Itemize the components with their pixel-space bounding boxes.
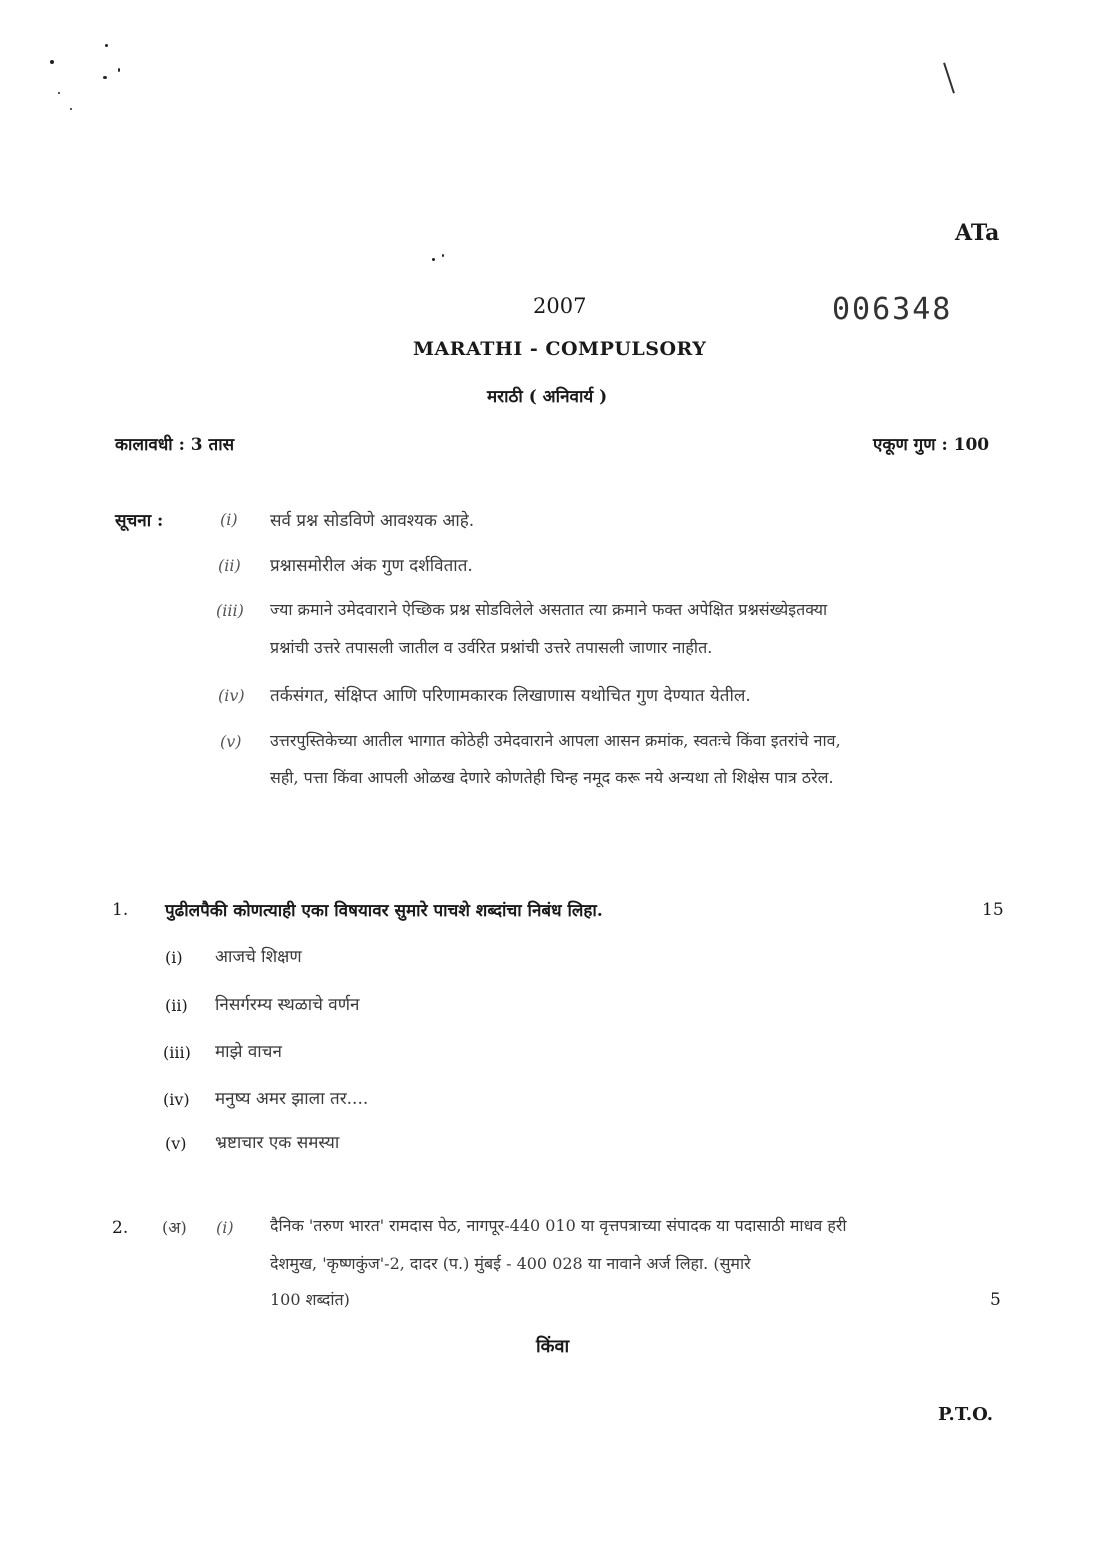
scan-speck [442,254,444,257]
option-number: (iii) [163,1043,191,1062]
question-number: 1. [112,900,129,920]
instruction-number: (i) [220,510,238,529]
scan-stroke [943,62,955,93]
instruction-number: (ii) [218,556,241,575]
question-text: 100 शब्दांत) [270,1290,350,1309]
scan-speck [105,44,108,47]
instruction-text: सर्व प्रश्न सोडविणे आवश्यक आहे. [270,511,475,531]
total-marks: एकूण गुण : 100 [873,435,990,455]
instruction-text: प्रश्नांची उत्तरे तपासली जातील व उर्वरित प्रश्नांची उत्तरे तपासली जाणार नाहीत. [270,638,713,657]
paper-code: 006348 [832,292,953,327]
scan-speck [118,68,120,72]
duration: कालावधी : 3 तास [115,435,235,455]
question-marks: 5 [990,1290,1001,1310]
question-marks: 15 [982,900,1004,920]
option-text: मनुष्य अमर झाला तर.... [215,1089,369,1109]
option-number: (iv) [163,1090,190,1109]
question-subpart: (i) [216,1218,234,1237]
instruction-text: सही, पत्ता किंवा आपली ओळख देणारे कोणतेही चिन्ह नमूद करू नये अन्यथा तो शिक्षेस पात्र ठरेल. [270,768,834,787]
option-text: निसर्गरम्य स्थळाचे वर्णन [215,995,360,1015]
please-turn-over: P.T.O. [938,1404,994,1425]
question-text: देशमुख, 'कृष्णकुंज'-2, दादर (प.) मुंबई - 400 028 या नावाने अर्ज लिहा. (सुमारे [270,1254,751,1273]
exam-year: 2007 [533,294,587,318]
instruction-text: उत्तरपुस्तिकेच्या आतील भागात कोठेही उमेदवाराने आपला आसन क्रमांक, स्वतःचे किंवा इतरांचे नाव, [270,731,841,750]
option-number: (v) [165,1134,187,1153]
scan-speck [103,76,107,79]
instruction-number: (v) [220,732,242,751]
question-text: पुढीलपैकी कोणत्याही एका विषयावर सुमारे पाचशे शब्दांचा निबंध लिहा. [165,901,603,921]
scan-speck [50,60,54,64]
scan-speck [58,92,60,94]
option-text: भ्रष्टाचार एक समस्या [215,1133,340,1153]
scan-speck [432,258,435,261]
question-number: 2. [112,1218,129,1238]
subject-marathi: मराठी ( अनिवार्य ) [487,387,608,407]
option-number: (i) [165,948,183,967]
question-text: दैनिक 'तरुण भारत' रामदास पेठ, नागपूर-440 010 या वृत्तपत्राच्या संपादक या पदासाठी माधव हरी [270,1216,847,1235]
scan-speck [70,108,72,110]
instruction-text: तर्कसंगत, संक्षिप्त आणि परिणामकारक लिखाणास यथोचित गुण देण्यात येतील. [270,686,751,706]
series-code: ATa [955,220,1000,246]
option-text: माझे वाचन [215,1042,282,1062]
instruction-number: (iii) [216,601,244,620]
subject-english: MARATHI - COMPULSORY [413,338,707,360]
instruction-text: ज्या क्रमाने उमेदवाराने ऐच्छिक प्रश्न सोडविलेले असतात त्या क्रमाने फक्त अपेक्षित प्रश्नसंख्येइतक्या [270,600,828,619]
instructions-label: सूचना : [115,511,164,531]
instruction-text: प्रश्नासमोरील अंक गुण दर्शवितात. [270,556,473,576]
option-text: आजचे शिक्षण [215,947,302,967]
option-number: (ii) [165,996,188,1015]
question-part: (अ) [162,1218,187,1237]
instruction-number: (iv) [218,686,245,705]
or-divider: किंवा [536,1336,570,1357]
